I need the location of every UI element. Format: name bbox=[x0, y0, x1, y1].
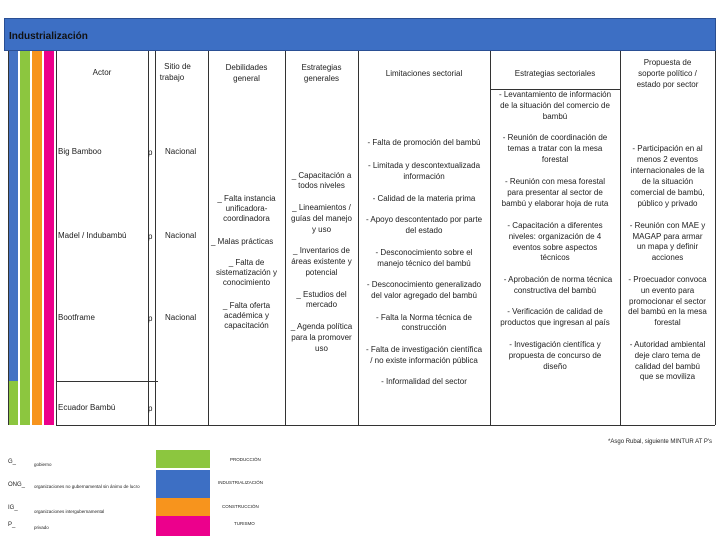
row-divider bbox=[56, 381, 158, 382]
propuesta-line: un mapa y definir bbox=[636, 242, 699, 251]
estrategia-sectorial-line: bambú y elaborar hoja de ruta bbox=[501, 199, 609, 208]
estrategia-sectorial-line: constructiva del bambú bbox=[513, 286, 597, 295]
header-estrategias-sect: Estrategias sectoriales bbox=[514, 69, 596, 78]
limitacion-line: - Limitada y descontextualizada bbox=[367, 161, 481, 170]
header-actor: Actor bbox=[92, 68, 112, 77]
debilidad-line: _ Falta oferta bbox=[222, 301, 271, 310]
propuesta-line: del bambú en la mesa bbox=[628, 307, 707, 316]
legend-sector: TURISMO bbox=[234, 521, 255, 526]
limitacion-line: / no existe información pública bbox=[370, 356, 478, 365]
estrategia-sectorial-line: - Capacitación a diferentes bbox=[507, 221, 603, 230]
propuesta-line: promocionar el sector bbox=[629, 297, 706, 306]
limitacion-line: construcción bbox=[401, 323, 447, 332]
limitacion-line: - Falta de investigación científica bbox=[365, 345, 483, 354]
estrategia-general-line: mercado bbox=[305, 300, 338, 309]
grid-line bbox=[155, 51, 156, 425]
estrategia-general-line: todos niveles bbox=[298, 181, 345, 190]
propuesta-line: que se moviliza bbox=[639, 372, 696, 381]
limitacion-line: - Desconocimiento sobre el bbox=[375, 248, 473, 257]
actor-name: Madel / Indubambú bbox=[58, 231, 127, 240]
propuesta-line: - Proecuador convoca bbox=[628, 275, 707, 284]
actor-site: Nacional bbox=[165, 147, 197, 156]
actor-code: p bbox=[148, 314, 153, 323]
actor-code: p bbox=[148, 148, 153, 157]
header-propuesta-1: Propuesta de bbox=[643, 58, 692, 67]
estrategia-sectorial-line: temas a tratar con la mesa bbox=[507, 144, 603, 153]
limitacion-line: - Falta la Norma técnica de bbox=[375, 313, 473, 322]
legend-desc: gobierno bbox=[34, 462, 52, 467]
estrategia-general-line: _ Capacitación a bbox=[291, 171, 352, 180]
estrategia-general-line: áreas existente y bbox=[291, 257, 352, 266]
legend-swatch-blue bbox=[156, 470, 210, 498]
row-divider bbox=[56, 425, 715, 426]
levantamiento-line: bambú bbox=[542, 112, 568, 121]
propuesta-line: - Reunión con MAE y bbox=[629, 221, 706, 230]
legend-code: P_ bbox=[8, 522, 16, 528]
actor-name: Bootframe bbox=[58, 313, 95, 322]
debilidad-line: _ Falta de bbox=[228, 258, 265, 267]
footnote: *Asgo Rubal, siguiente MINTUR AT P's bbox=[608, 439, 712, 445]
propuesta-line: deje claro tema de bbox=[634, 351, 701, 360]
estrategia-sectorial-line: - Aprobación de norma técnica bbox=[503, 275, 613, 284]
grid-line bbox=[715, 51, 716, 425]
levantamiento-line: de la situación del comercio de bbox=[500, 101, 610, 110]
propuesta-line: forestal bbox=[654, 318, 681, 327]
estrategia-sectorial-line: para presentar al sector de bbox=[507, 188, 603, 197]
grid-line bbox=[8, 51, 9, 425]
legend-code: IG_ bbox=[8, 505, 18, 511]
strip-green-2 bbox=[20, 51, 30, 425]
legend-swatch-pink bbox=[156, 516, 210, 536]
estrategia-sectorial-line: - Reunión con mesa forestal bbox=[504, 177, 606, 186]
limitacion-line: - Informalidad del sector bbox=[381, 377, 467, 386]
limitacion-line: del estado bbox=[405, 226, 443, 235]
estrategia-general-line: uso bbox=[315, 344, 328, 353]
legend-sector: CONSTRUCCIÓN bbox=[222, 504, 259, 509]
legend-code: G_ bbox=[8, 459, 17, 465]
page-title: Industrialización bbox=[9, 31, 88, 42]
limitacion-line: - Falta de promoción del bambú bbox=[367, 138, 481, 147]
estrategia-general-line: potencial bbox=[305, 268, 338, 277]
legend-desc: organizaciones no gubernamental sin ánimo de lucro bbox=[34, 484, 140, 489]
strip-pink bbox=[44, 51, 54, 425]
propuesta-line: - Participación en al bbox=[632, 144, 703, 153]
legend-sector: INDUSTRIALIZACIÓN bbox=[218, 480, 264, 485]
actor-code: p bbox=[148, 404, 153, 413]
debilidad-line: _ Malas prácticas bbox=[211, 237, 274, 246]
debilidad-line: unificadora- bbox=[225, 204, 268, 213]
propuesta-line: MAGAP para armar bbox=[632, 232, 703, 241]
title-bar bbox=[4, 18, 716, 51]
grid-line bbox=[56, 51, 57, 425]
legend-code: ONG_ bbox=[8, 482, 26, 488]
limitacion-line: - Calidad de la materia prima bbox=[372, 194, 476, 203]
strip-green bbox=[8, 381, 18, 425]
legend-swatch-green bbox=[156, 450, 210, 468]
estrategia-sectorial-line: diseño bbox=[543, 362, 567, 371]
estrategia-sectorial-line: forestal bbox=[541, 155, 569, 164]
limitacion-line: información bbox=[403, 172, 445, 181]
estrategia-sectorial-line: productos que ingresan al país bbox=[500, 318, 610, 327]
actor-name: Big Bamboo bbox=[58, 147, 102, 156]
header-sitio-2: trabajo bbox=[159, 73, 185, 82]
propuesta-line: menos 2 eventos bbox=[637, 155, 698, 164]
header-debilidades-2: general bbox=[233, 74, 260, 83]
propuesta-line: público y privado bbox=[637, 199, 698, 208]
propuesta-line: - Autoridad ambiental bbox=[629, 340, 706, 349]
estrategia-sectorial-line: técnicos bbox=[540, 253, 570, 262]
limitacion-line: del valor agregado del bambú bbox=[371, 291, 477, 300]
limitacion-line: - Desconocimiento generalizado bbox=[366, 280, 482, 289]
estrategia-general-line: _ Inventarios de bbox=[293, 246, 350, 255]
estrategia-sectorial-line: propuesta de concurso de bbox=[508, 351, 602, 360]
actor-site: Nacional bbox=[165, 231, 197, 240]
grid-line bbox=[358, 51, 359, 425]
header-propuesta-2: soporte político / bbox=[638, 69, 697, 78]
header-sitio-1: Sitio de bbox=[164, 62, 191, 71]
header-debilidades-1: Debilidades bbox=[225, 63, 268, 72]
debilidad-line: capacitación bbox=[224, 321, 269, 330]
header-estrategias-gen-2: generales bbox=[303, 74, 340, 83]
actor-site: Nacional bbox=[165, 313, 197, 322]
estrategia-general-line: guías del manejo bbox=[291, 214, 352, 223]
debilidad-line: sistematización y bbox=[216, 268, 277, 277]
estrategia-sectorial-line: - Investigación científica y bbox=[509, 340, 601, 349]
legend-desc: privado bbox=[34, 525, 49, 530]
propuesta-line: internacionales de la bbox=[630, 166, 705, 175]
propuesta-line: un evento para bbox=[640, 286, 695, 295]
header-estrategias-gen-1: Estrategias bbox=[301, 63, 342, 72]
estrategia-sectorial-line: eventos sobre aspectos bbox=[512, 243, 598, 252]
levantamiento-line: - Levantamiento de información bbox=[498, 90, 612, 99]
debilidad-line: coordinadora bbox=[223, 214, 270, 223]
debilidad-line: conocimiento bbox=[222, 278, 271, 287]
estrategia-sectorial-line: niveles: organización de 4 bbox=[508, 232, 602, 241]
limitacion-line: manejo técnico del bambú bbox=[377, 259, 471, 268]
actor-code: p bbox=[148, 232, 153, 241]
grid-line bbox=[208, 51, 209, 425]
estrategia-sectorial-line: - Verificación de calidad de bbox=[507, 307, 603, 316]
actor-name: Ecuador Bambú bbox=[58, 403, 116, 412]
debilidad-line: académica y bbox=[224, 311, 269, 320]
estrategia-general-line: para la promover bbox=[291, 333, 352, 342]
estrategia-general-line: _ Estudios del bbox=[296, 290, 347, 299]
strip-blue bbox=[8, 51, 18, 381]
propuesta-line: calidad del bambú bbox=[635, 362, 700, 371]
limitacion-line: - Apoyo descontentado por parte bbox=[365, 215, 483, 224]
grid-line bbox=[285, 51, 286, 425]
propuesta-line: comercial de bambú, bbox=[630, 188, 705, 197]
legend-sector: PRODUCCIÓN bbox=[230, 457, 261, 462]
header-propuesta-3: estado por sector bbox=[636, 80, 699, 89]
estrategia-general-line: y uso bbox=[311, 225, 332, 234]
propuesta-line: de la situación bbox=[641, 177, 694, 186]
legend-swatch-orange bbox=[156, 498, 210, 516]
legend-desc: organizaciones intergubernamental bbox=[34, 509, 105, 514]
debilidad-line: _ Falta instancia bbox=[217, 194, 276, 203]
estrategia-sectorial-line: - Reunión de coordinación de bbox=[502, 133, 608, 142]
propuesta-line: acciones bbox=[651, 253, 684, 262]
header-limitaciones: Limitaciones sectorial bbox=[385, 69, 463, 78]
strip-orange bbox=[32, 51, 42, 425]
estrategia-general-line: _ Agenda política bbox=[290, 322, 353, 331]
estrategia-general-line: _ Lineamientos / bbox=[292, 203, 351, 212]
